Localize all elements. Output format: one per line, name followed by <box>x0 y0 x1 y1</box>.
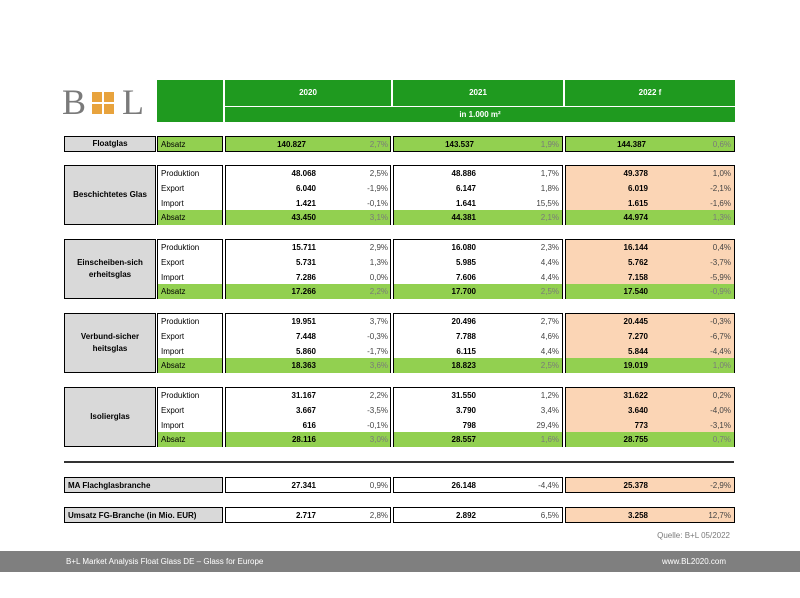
umsatz-label-cell <box>64 507 223 523</box>
value: 25.378 <box>623 481 648 490</box>
percent: 3,0% <box>369 435 388 444</box>
footer-bar <box>0 551 800 572</box>
value: 2.892 <box>455 511 476 520</box>
row-label: Import <box>161 421 184 430</box>
percent: 2,8% <box>369 511 388 520</box>
floatglas-label-cell <box>157 136 223 152</box>
percent: 0,2% <box>712 391 731 400</box>
header-year-2020: 2020 <box>225 80 391 106</box>
percent: 3,7% <box>369 317 388 326</box>
value: 140.827 <box>277 140 306 149</box>
percent: -4,4% <box>538 481 559 490</box>
row-label: Export <box>161 258 185 267</box>
row-label: Absatz <box>161 213 186 222</box>
ma-label: MA Flachglasbranche <box>68 481 151 490</box>
group-0-labels <box>157 165 223 225</box>
row-label: Absatz <box>161 140 186 149</box>
section-divider <box>64 461 734 463</box>
group-2-2021 <box>393 313 563 373</box>
category-beschichtetes-glas: Beschichtetes Glas <box>64 165 156 225</box>
floatglas-2021 <box>393 136 563 152</box>
row-label: Produktion <box>161 317 200 326</box>
category-verbund-sicherheitsglas: Verbund-sicherheitsglas <box>64 313 156 373</box>
value: 3.258 <box>627 511 648 520</box>
value: 6.040 <box>295 184 316 193</box>
percent: -6,7% <box>710 332 731 341</box>
value: 31.550 <box>451 391 476 400</box>
percent: -2,9% <box>710 481 731 490</box>
footer-title: B+L Market Analysis Float Glass DE – Glass for Europe <box>66 557 264 566</box>
value: 616 <box>302 421 316 430</box>
value: 19.019 <box>623 361 648 370</box>
value: 7.448 <box>295 332 316 341</box>
footer-url[interactable]: www.BL2020.com <box>661 557 726 566</box>
row-label: Export <box>161 184 185 193</box>
row-label: Absatz <box>161 435 186 444</box>
value: 5.860 <box>295 347 316 356</box>
percent: -0,1% <box>367 199 388 208</box>
row-label: Export <box>161 406 185 415</box>
percent: -1,9% <box>367 184 388 193</box>
percent: 1,9% <box>540 140 559 149</box>
percent: 0,7% <box>712 435 731 444</box>
value: 7.286 <box>295 273 316 282</box>
source-note: Quelle: B+L 05/2022 <box>657 531 730 540</box>
percent: 4,4% <box>540 347 559 356</box>
percent: 0,9% <box>369 481 388 490</box>
value: 1.615 <box>627 199 648 208</box>
percent: 3,1% <box>369 213 388 222</box>
percent: 1,3% <box>369 258 388 267</box>
value: 49.378 <box>623 169 648 178</box>
group-2-2022 <box>565 313 735 373</box>
percent: 15,5% <box>536 199 559 208</box>
ma-2021 <box>393 477 563 493</box>
row-label: Import <box>161 199 184 208</box>
value: 5.731 <box>295 258 316 267</box>
value: 3.790 <box>455 406 476 415</box>
row-label: Import <box>161 347 184 356</box>
floatglas-2020 <box>225 136 391 152</box>
floatglas-2022 <box>565 136 735 152</box>
header-year-2022: 2022 f <box>565 80 735 106</box>
percent: 3,4% <box>540 406 559 415</box>
percent: -1,7% <box>367 347 388 356</box>
ma-label-cell <box>64 477 223 493</box>
percent: 1,6% <box>540 435 559 444</box>
category-floatglas: Floatglas <box>64 136 156 152</box>
value: 44.974 <box>623 213 648 222</box>
value: 19.951 <box>291 317 316 326</box>
row-label: Export <box>161 332 185 341</box>
group-3-2022 <box>565 387 735 447</box>
percent: 2,9% <box>369 243 388 252</box>
umsatz-label: Umsatz FG-Branche (in Mio. EUR) <box>68 511 197 520</box>
percent: -5,9% <box>710 273 731 282</box>
value: 7.270 <box>627 332 648 341</box>
value: 28.755 <box>623 435 648 444</box>
percent: 1,3% <box>712 213 731 222</box>
row-label: Produktion <box>161 169 200 178</box>
value: 5.985 <box>455 258 476 267</box>
umsatz-2022 <box>565 507 735 523</box>
value: 1.641 <box>455 199 476 208</box>
group-0-2020 <box>225 165 391 225</box>
percent: 1,0% <box>712 169 731 178</box>
value: 48.068 <box>291 169 316 178</box>
value: 20.496 <box>451 317 476 326</box>
percent: 4,4% <box>540 273 559 282</box>
percent: 12,7% <box>708 511 731 520</box>
value: 16.144 <box>623 243 648 252</box>
value: 17.700 <box>451 287 476 296</box>
row-label: Produktion <box>161 243 200 252</box>
value: 27.341 <box>291 481 316 490</box>
value: 26.148 <box>451 481 476 490</box>
percent: 0,4% <box>712 243 731 252</box>
value: 3.667 <box>295 406 316 415</box>
group-1-2022 <box>565 239 735 299</box>
percent: -1,6% <box>710 199 731 208</box>
percent: 1,8% <box>540 184 559 193</box>
value: 144.387 <box>617 140 646 149</box>
header-spacer <box>157 80 223 122</box>
value: 44.381 <box>451 213 476 222</box>
value: 6.147 <box>455 184 476 193</box>
value: 20.445 <box>623 317 648 326</box>
percent: -0,9% <box>710 287 731 296</box>
value: 18.363 <box>291 361 316 370</box>
value: 3.640 <box>627 406 648 415</box>
percent: 2,5% <box>369 169 388 178</box>
percent: 2,7% <box>369 140 388 149</box>
percent: -4,0% <box>710 406 731 415</box>
percent: 3,6% <box>369 361 388 370</box>
row-label: Produktion <box>161 391 200 400</box>
value: 2.717 <box>295 511 316 520</box>
group-3-2021 <box>393 387 563 447</box>
value: 17.266 <box>291 287 316 296</box>
bl-logo: B L <box>62 82 144 122</box>
group-3-2020 <box>225 387 391 447</box>
value: 5.844 <box>627 347 648 356</box>
value: 6.019 <box>627 184 648 193</box>
percent: 2,2% <box>369 391 388 400</box>
value: 28.116 <box>291 435 316 444</box>
value: 7.606 <box>455 273 476 282</box>
ma-2020 <box>225 477 391 493</box>
group-1-labels <box>157 239 223 299</box>
percent: 2,3% <box>540 243 559 252</box>
group-3-labels <box>157 387 223 447</box>
percent: 0,6% <box>712 140 731 149</box>
percent: 6,5% <box>540 511 559 520</box>
percent: -3,7% <box>710 258 731 267</box>
value: 6.115 <box>456 347 476 356</box>
percent: -3,5% <box>367 406 388 415</box>
percent: -2,1% <box>710 184 731 193</box>
value: 17.540 <box>623 287 648 296</box>
row-label: Import <box>161 273 184 282</box>
value: 5.762 <box>627 258 648 267</box>
value: 16.080 <box>451 243 476 252</box>
value: 31.167 <box>291 391 316 400</box>
row-label: Absatz <box>161 361 186 370</box>
group-0-2021 <box>393 165 563 225</box>
percent: 1,7% <box>540 169 559 178</box>
percent: 0,0% <box>369 273 388 282</box>
row-label: Absatz <box>161 287 186 296</box>
value: 7.788 <box>455 332 476 341</box>
percent: 4,4% <box>540 258 559 267</box>
group-1-2021 <box>393 239 563 299</box>
value: 798 <box>462 421 476 430</box>
percent: -4,4% <box>710 347 731 356</box>
percent: 1,0% <box>712 361 731 370</box>
value: 18.823 <box>451 361 476 370</box>
value: 15.711 <box>291 243 316 252</box>
percent: -0,3% <box>710 317 731 326</box>
ma-2022 <box>565 477 735 493</box>
header-year-2021: 2021 <box>393 80 563 106</box>
group-1-2020 <box>225 239 391 299</box>
value: 43.450 <box>291 213 316 222</box>
group-0-2022 <box>565 165 735 225</box>
value: 773 <box>634 421 648 430</box>
umsatz-2020 <box>225 507 391 523</box>
value: 28.557 <box>451 435 476 444</box>
umsatz-2021 <box>393 507 563 523</box>
value: 143.537 <box>445 140 474 149</box>
value: 48.886 <box>451 169 476 178</box>
value: 7.158 <box>627 273 648 282</box>
percent: 2,1% <box>540 213 559 222</box>
value: 31.622 <box>623 391 648 400</box>
value: 1.421 <box>295 199 316 208</box>
percent: -0,1% <box>367 421 388 430</box>
percent: 2,2% <box>369 287 388 296</box>
header-unit: in 1.000 m² <box>225 107 735 122</box>
percent: 2,5% <box>540 361 559 370</box>
percent: 29,4% <box>536 421 559 430</box>
percent: -0,3% <box>367 332 388 341</box>
percent: 4,6% <box>540 332 559 341</box>
group-2-labels <box>157 313 223 373</box>
category-isolierglas: Isolierglas <box>64 387 156 447</box>
percent: 2,7% <box>540 317 559 326</box>
percent: 2,5% <box>540 287 559 296</box>
percent: -3,1% <box>710 421 731 430</box>
group-2-2020 <box>225 313 391 373</box>
percent: 1,2% <box>540 391 559 400</box>
category-einscheiben-sicherheitsglas: Einscheiben-sicherheitsglas <box>64 239 156 299</box>
